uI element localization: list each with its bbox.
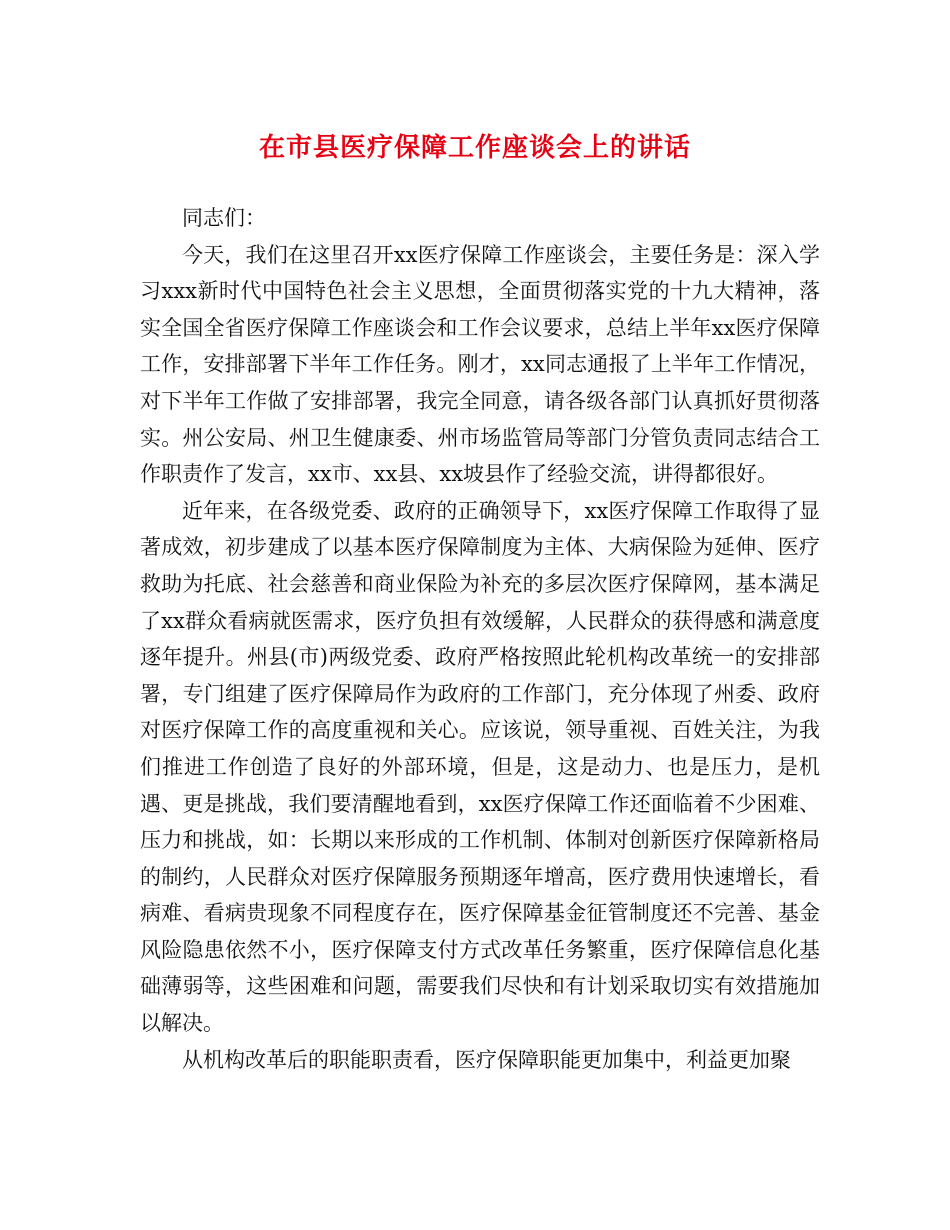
paragraph-functions: 从机构改革后的职能职责看，医疗保障职能更加集中，利益更加聚 [182, 1047, 791, 1072]
document-body [140, 200, 820, 1078]
document-title: 在市县医疗保障工作座谈会上的讲话 [258, 133, 691, 163]
paragraph-achievements: 近年来，在各级党委、政府的正确领导下，xx医疗保障工作取得了显著成效，初步建成了以基本医疗保障制度为主体、大病保险为延伸、医疗救助为托底、社会慈善和商业保险为补充的多层次医疗保障网，基本满足了xx群众看病就医需求，医疗负担有效缓解，人民群众的获得感和满意度逐年提升。州县(市)两级党委、政府严格按照此轮机构改革统一的安排部署，专门组建了医疗保障局作为政府的工作部门，充分体现了州委、政府对医疗保障工作的高度重视和关心。应该说，领导重视、百姓关注，为我们推进工作创造了良好的外部环境，但是，这是动力、也是压力，是机遇、更是挑战，我们要清醒地看到，xx医疗保障工作还面临着不少困难、压力和挑战，如：长期以来形成的工作机制、体制对创新医疗保障新格局的制约，人民群众对医疗保障服务预期逐年增高，医疗费用快速增长，看病难、看病贵现象不同程度存在，医疗保障基金征管制度还不完善、基金风险隐患依然不小，医疗保障支付方式改革任务繁重，医疗保障信息化基础薄弱等，这些困难和问题，需要我们尽快和有计划采取切实有效措施加以解决。 [140, 498, 820, 1036]
paragraph-salutation: 同志们： [182, 206, 266, 230]
paragraph-opening: 今天，我们在这里召开xx医疗保障工作座谈会，主要任务是：深入学习xxx新时代中国特色社会主义思想，全面贯彻落实党的十九大精神，落实全国全省医疗保障工作座谈会和工作会议要求，总结上半年xx医疗保障工作，安排部署下半年工作任务。刚才，xx同志通报了上半年工作情况，对下半年工作做了安排部署，我完全同意，请各级各部门认真抓好贯彻落实。州公安局、州卫生健康委、州市场监管局等部门分管负责同志结合工作职责作了发言，xx市、xx县、xx坡县作了经验交流，讲得都很好。 [140, 242, 820, 487]
